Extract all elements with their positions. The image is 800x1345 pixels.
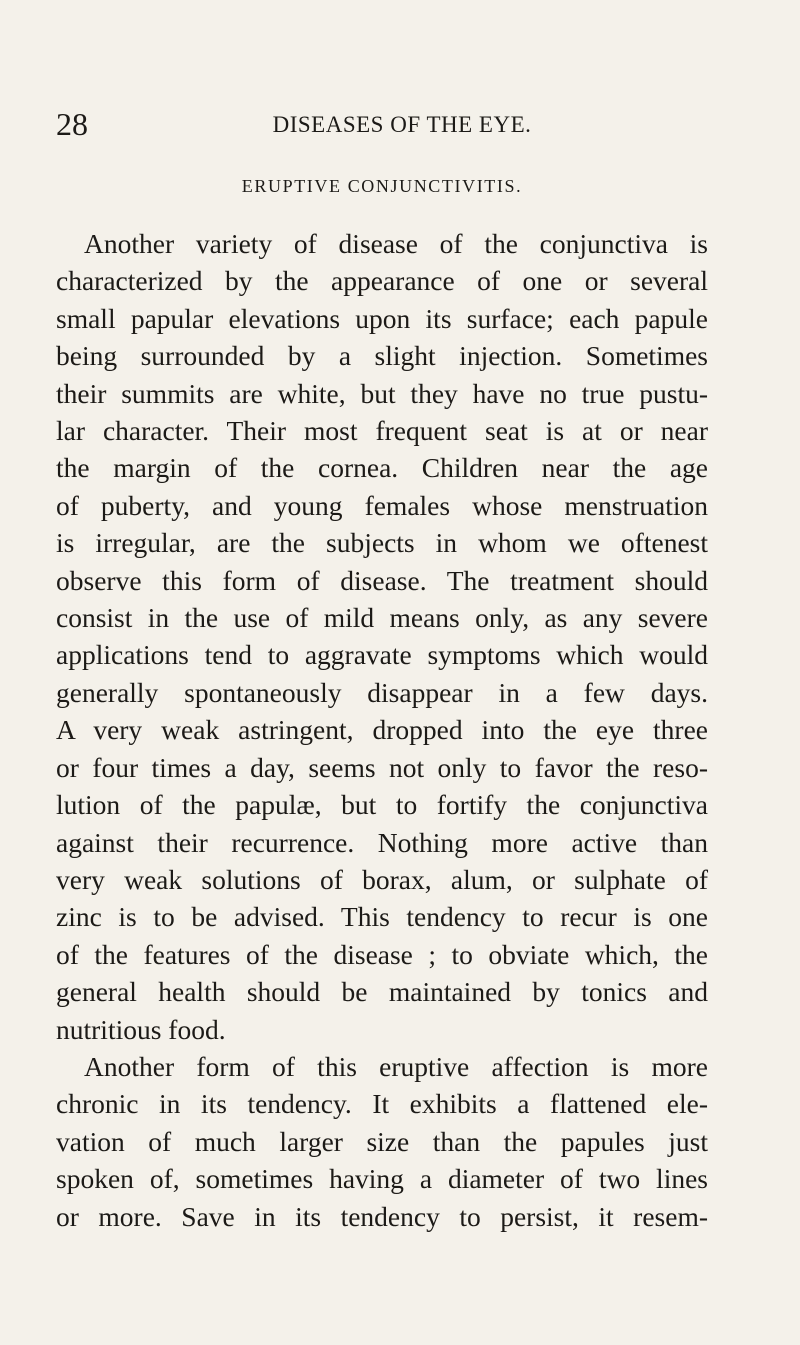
text-line: of the features of the disease ; to obviate which, the bbox=[56, 938, 708, 970]
text-line: consist in the use of mild means only, as any severe bbox=[56, 602, 708, 634]
text-line: vation of much larger size than the papules just bbox=[56, 1125, 708, 1157]
section-heading: ERUPTIVE CONJUNCTIVITIS. bbox=[241, 176, 523, 196]
text-line: against their recurrence. Nothing more active than bbox=[56, 826, 708, 858]
text-line: Another variety of disease of the conjunctiva is bbox=[84, 228, 708, 259]
text-line: general health should be maintained by tonics and bbox=[56, 976, 708, 1008]
text-line: zinc is to be advised. This tendency to recur is one bbox=[56, 901, 708, 933]
text-line: nutritious food. bbox=[56, 1013, 226, 1045]
running-head bbox=[56, 106, 708, 142]
text-line: their summits are white, but they have no true pustu- bbox=[56, 377, 708, 409]
text-line: characterized by the appearance of one or several bbox=[56, 265, 708, 297]
text-line: generally spontaneously disappear in a few days. bbox=[56, 676, 708, 708]
text-line: the margin of the cornea. Children near the age bbox=[56, 452, 708, 484]
body-text bbox=[56, 225, 708, 1235]
text-line: of puberty, and young females whose menstruation bbox=[56, 489, 708, 521]
page-number: 28 bbox=[56, 106, 88, 142]
text-line: applications tend to aggravate symptoms which would bbox=[56, 639, 708, 671]
text-line: observe this form of disease. The treatment should bbox=[56, 564, 708, 596]
text-line: lution of the papulæ, but to fortify the conjunctiva bbox=[56, 789, 708, 821]
text-line: chronic in its tendency. It exhibits a flattened ele- bbox=[56, 1088, 708, 1120]
text-line: A very weak astringent, dropped into the eye three bbox=[56, 714, 708, 746]
text-line: very weak solutions of borax, alum, or sulphate of bbox=[56, 863, 708, 895]
text-line: small papular elevations upon its surface; each papule bbox=[56, 302, 708, 334]
text-line: Another form of this eruptive affection is more bbox=[84, 1050, 708, 1082]
running-title: DISEASES OF THE EYE. bbox=[272, 112, 532, 137]
text-line: being surrounded by a slight injection. Sometimes bbox=[56, 340, 708, 372]
text-line: lar character. Their most frequent seat is at or near bbox=[56, 415, 708, 447]
text-line: or more. Save in its tendency to persist, it resem- bbox=[56, 1200, 708, 1232]
text-line: or four times a day, seems not only to favor the reso- bbox=[56, 751, 708, 783]
text-line: is irregular, are the subjects in whom we oftenest bbox=[56, 527, 708, 559]
text-line: spoken of, sometimes having a diameter of two lines bbox=[56, 1163, 708, 1195]
